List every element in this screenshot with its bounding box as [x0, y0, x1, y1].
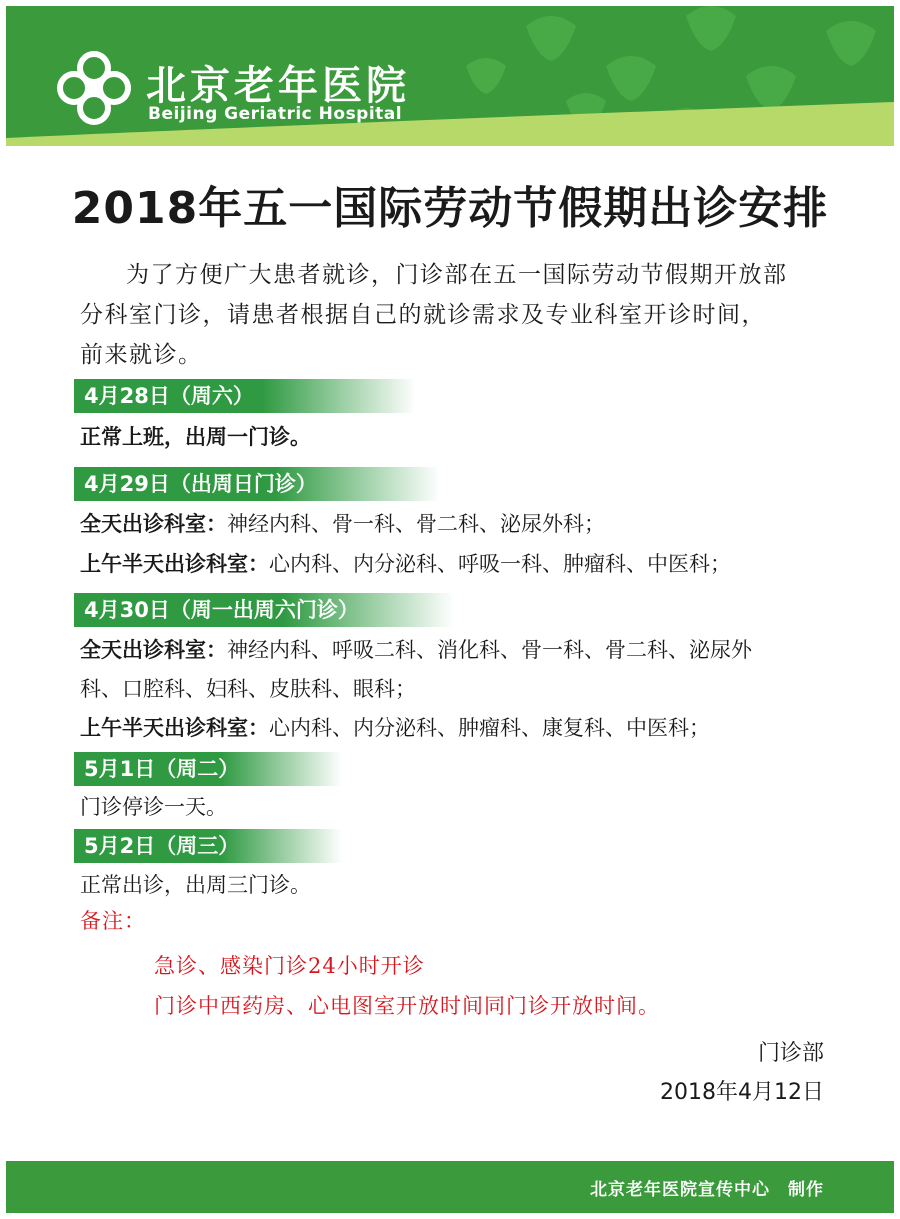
- signature-date: 2018年4月12日: [660, 1080, 824, 1105]
- intro-line: 前来就诊。: [80, 342, 203, 368]
- schedule-line: 上午半天出诊科室：心内科、内分泌科、肿瘤科、康复科、中医科；: [80, 716, 710, 740]
- intro-paragraph: [80, 255, 840, 375]
- hospital-clover-logo-icon: [54, 48, 134, 128]
- schedule-line: 科、口腔科、妇科、皮肤科、眼科；: [80, 677, 416, 701]
- footer-credit: 北京老年医院宣传中心 制作: [590, 1180, 824, 1200]
- remarks-label: 备注：: [80, 909, 146, 933]
- page-title: 2018年五一国际劳动节假期出诊安排: [71, 183, 829, 234]
- schedule-line: 正常出诊，出周三门诊。: [80, 873, 311, 897]
- section-heading-apr28: 4月28日（周六）: [74, 379, 416, 413]
- remark-item: 门诊中西药房、心电图室开放时间同门诊开放时间。: [154, 994, 660, 1018]
- schedule-line: 正常上班，出周一门诊。: [80, 425, 311, 449]
- signature-dept: 门诊部: [757, 1041, 824, 1066]
- schedule-line: 全天出诊科室：神经内科、呼吸二科、消化科、骨一科、骨二科、泌尿外: [80, 638, 752, 662]
- section-heading-may2: 5月2日（周三）: [74, 829, 342, 863]
- intro-line: 为了方便广大患者就诊，门诊部在五一国际劳动节假期开放部: [126, 262, 788, 288]
- section-heading-apr30: 4月30日（周一出周六门诊）: [74, 593, 454, 627]
- ginkgo-leaf-pattern: [6, 6, 894, 146]
- schedule-line: 门诊停诊一天。: [80, 795, 227, 819]
- schedule-line: 全天出诊科室：神经内科、骨一科、骨二科、泌尿外科；: [80, 512, 605, 536]
- schedule-line: 上午半天出诊科室：心内科、内分泌科、呼吸一科、肿瘤科、中医科；: [80, 552, 731, 576]
- section-heading-may1: 5月1日（周二）: [74, 752, 342, 786]
- hospital-name-en: Beijing Geriatric Hospital: [148, 104, 403, 124]
- section-heading-apr29: 4月29日（出周日门诊）: [74, 467, 440, 501]
- footer-bar: [6, 1161, 894, 1213]
- intro-line: 分科室门诊，请患者根据自己的就诊需求及专业科室开诊时间，: [80, 302, 766, 328]
- header-banner: [6, 6, 894, 146]
- hospital-name-cn: 北京老年医院: [146, 63, 410, 109]
- remark-item: 急诊、感染门诊24小时开诊: [154, 954, 425, 978]
